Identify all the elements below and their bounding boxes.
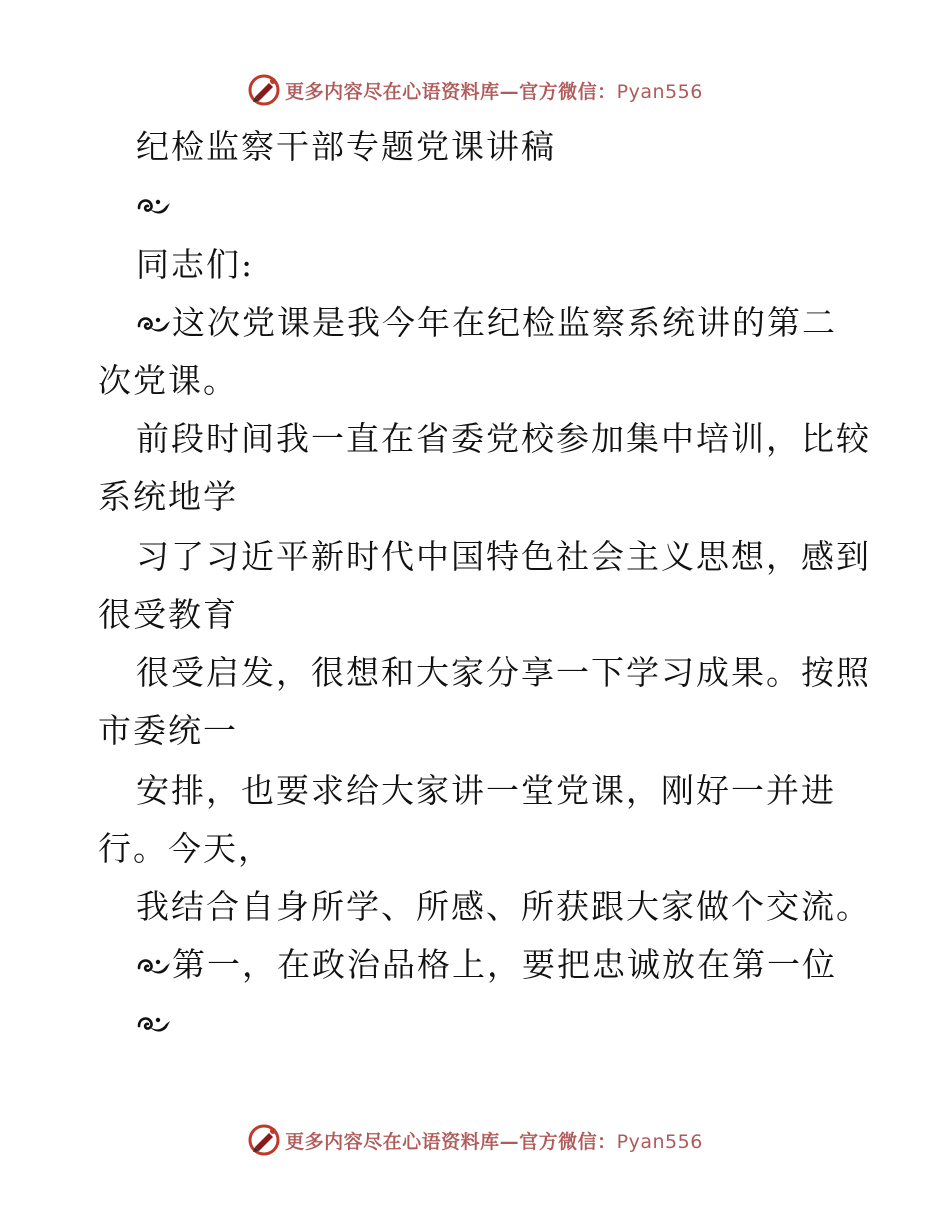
fleuron-icon bbox=[136, 954, 172, 978]
banner-text: 更多内容尽在心语资料库—官方微信：Pyan556 bbox=[285, 80, 703, 103]
paragraph-line: 很受启发，很想和大家分享一下学习成果。按照 bbox=[136, 653, 871, 692]
paragraph-line: 我结合自身所学、所感、所获跟大家做个交流。 bbox=[136, 887, 871, 926]
ornament-line bbox=[136, 176, 172, 234]
ornament-line bbox=[136, 994, 172, 1052]
paragraph-line: 这次党课是我今年在纪检监察系统讲的第二 bbox=[136, 294, 837, 352]
paragraph-line: 很受教育 bbox=[98, 595, 238, 634]
fleuron-icon bbox=[136, 1012, 172, 1036]
document-title: 纪检监察干部专题党课讲稿 bbox=[136, 127, 556, 166]
pen-logo-icon bbox=[247, 73, 281, 107]
fleuron-icon bbox=[136, 312, 172, 336]
footer-banner bbox=[0, 1120, 950, 1160]
paragraph-line: 市委统一 bbox=[98, 711, 238, 750]
paragraph-line: 同志们: bbox=[136, 245, 255, 284]
header-banner bbox=[0, 70, 950, 110]
fleuron-icon bbox=[136, 194, 172, 218]
paragraph-line: 系统地学 bbox=[98, 477, 238, 516]
pen-logo-icon bbox=[247, 1123, 281, 1157]
paragraph-line: 次党课。 bbox=[98, 361, 238, 400]
paragraph-line: 安排，也要求给大家讲一堂党课，刚好一并进 bbox=[136, 771, 836, 810]
paragraph-line: 习了习近平新时代中国特色社会主义思想，感到 bbox=[136, 537, 871, 576]
paragraph-line: 第一，在政治品格上，要把忠诚放在第一位 bbox=[136, 936, 837, 994]
paragraph-line: 前段时间我一直在省委党校参加集中培训，比较 bbox=[136, 419, 871, 458]
paragraph-line: 行。今天， bbox=[98, 829, 273, 868]
banner-text: 更多内容尽在心语资料库—官方微信：Pyan556 bbox=[285, 1130, 703, 1153]
